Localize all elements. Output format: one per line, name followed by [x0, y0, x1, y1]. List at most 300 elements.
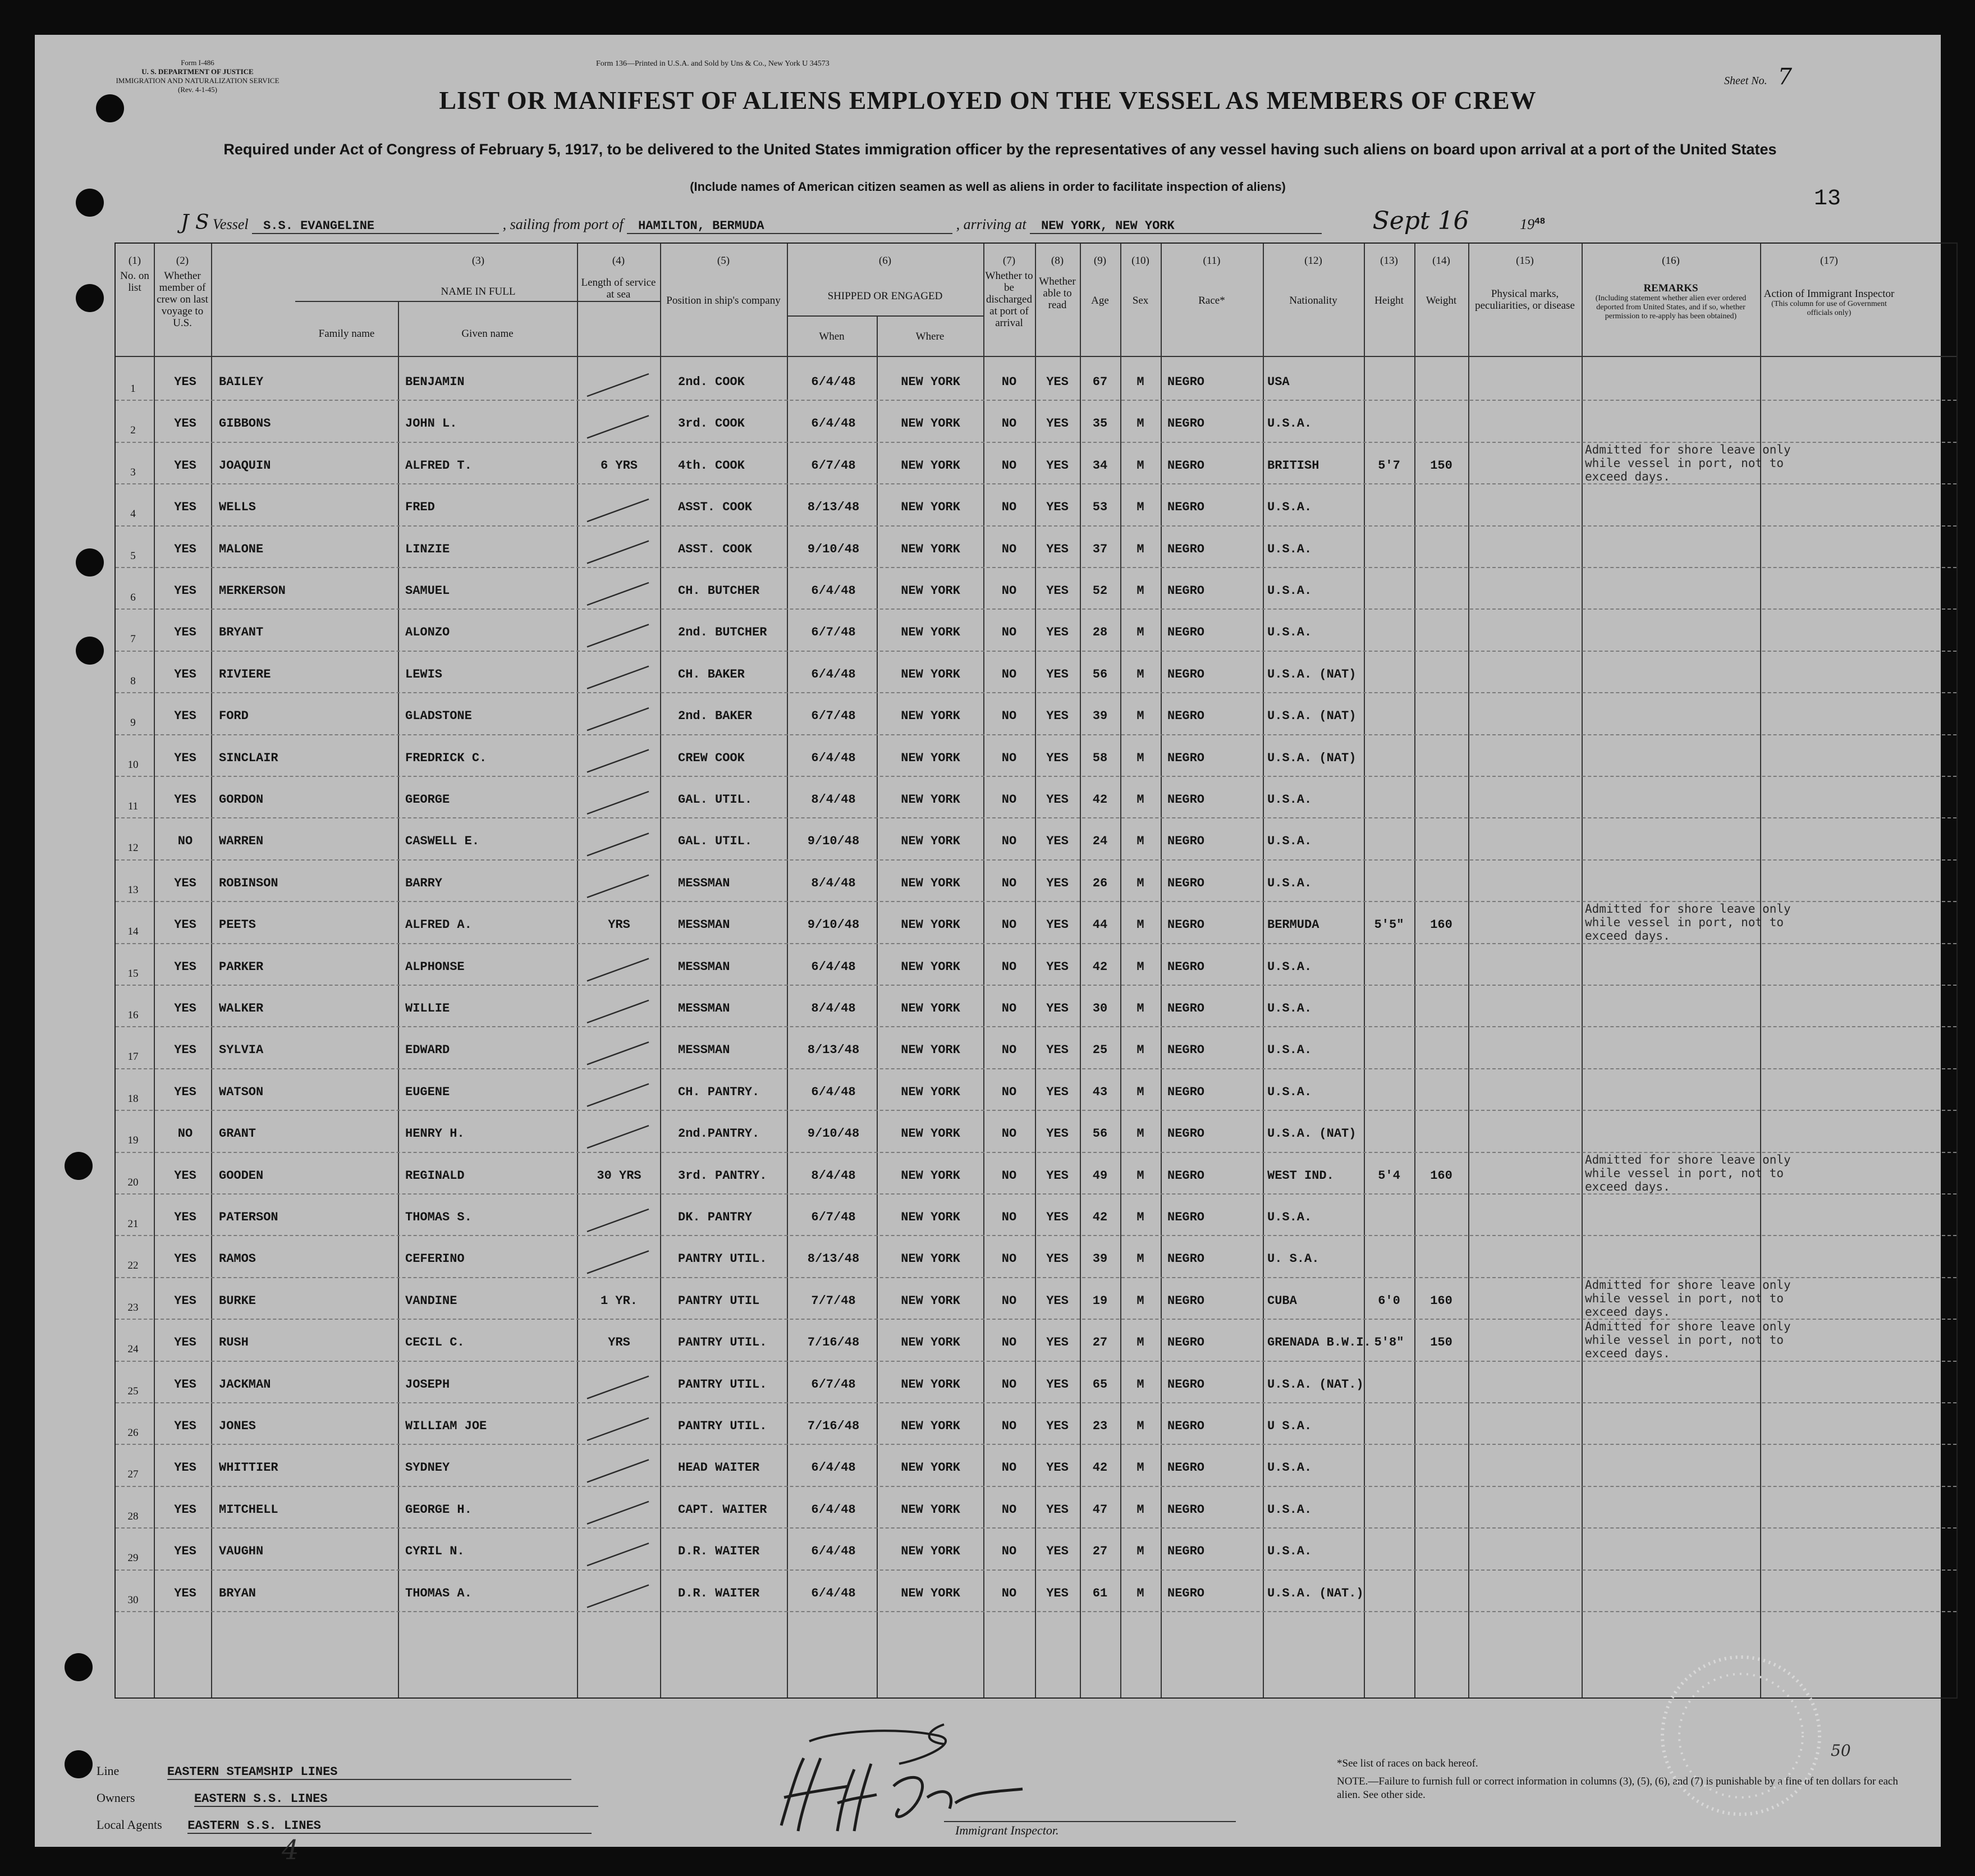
- cell-height: 5'5": [1374, 918, 1404, 932]
- cell-when: 9/10/48: [807, 918, 860, 932]
- cell-nationality: WEST IND.: [1267, 1168, 1334, 1183]
- cell-age: 44: [1092, 918, 1108, 932]
- cell-age: 37: [1092, 542, 1108, 556]
- vessel-name: S.S. EVANGELINE: [252, 219, 499, 234]
- cell-sex: M: [1137, 667, 1144, 681]
- cell-family: GRANT: [219, 1127, 256, 1141]
- printer-line: Form 136—Printed in U.S.A. and Sold by Uns & Co., New York U 34573: [596, 60, 830, 68]
- cell-when: 6/4/48: [811, 1502, 856, 1517]
- col4-header: (4) Length of service at sea: [581, 255, 656, 300]
- cell-family: BRYAN: [219, 1586, 256, 1600]
- cell-race: NEGRO: [1167, 1335, 1205, 1350]
- cell-discharged: NO: [1001, 1502, 1017, 1517]
- cell-nationality: U.S.A.: [1267, 1085, 1312, 1099]
- cell-service: 1 YR.: [600, 1293, 638, 1308]
- cell-sex: M: [1137, 375, 1144, 389]
- cell-weight: 160: [1430, 1168, 1452, 1183]
- cell-when: 6/4/48: [811, 375, 856, 389]
- cell-crew: YES: [174, 1293, 196, 1308]
- cell-read: YES: [1046, 1001, 1069, 1015]
- table-row: [116, 613, 1956, 655]
- cell-sex: M: [1137, 1419, 1144, 1433]
- table-row: [116, 1073, 1956, 1114]
- cell-race: NEGRO: [1167, 1168, 1205, 1183]
- cell-where: NEW YORK: [901, 417, 960, 431]
- cell-no: 1: [130, 383, 136, 395]
- table-row: [116, 1114, 1956, 1156]
- table-row: [116, 1490, 1956, 1532]
- col10-header: (10) Sex: [1131, 255, 1149, 306]
- remark-line: while vessel in port, not to: [1585, 916, 1784, 930]
- cell-service: YRS: [608, 918, 630, 932]
- cell-nationality: U.S.A. (NAT): [1267, 709, 1357, 724]
- cell-family: BURKE: [219, 1293, 256, 1308]
- cell-no: 12: [127, 842, 139, 854]
- cell-when: 6/4/48: [811, 1544, 856, 1559]
- cell-read: YES: [1046, 1377, 1069, 1392]
- cell-race: NEGRO: [1167, 751, 1205, 765]
- table-row: [116, 1574, 1956, 1616]
- cell-where: NEW YORK: [901, 876, 960, 890]
- cell-discharged: NO: [1001, 542, 1017, 556]
- cell-read: YES: [1046, 751, 1069, 765]
- cell-position: 2nd. BUTCHER: [678, 625, 767, 640]
- cell-race: NEGRO: [1167, 625, 1205, 640]
- arriving-port: NEW YORK, NEW YORK: [1030, 219, 1322, 234]
- cell-nationality: U.S.A.: [1267, 1502, 1312, 1517]
- cell-when: 8/13/48: [807, 500, 860, 515]
- cell-crew: YES: [174, 751, 196, 765]
- cell-race: NEGRO: [1167, 1210, 1205, 1224]
- cell-where: NEW YORK: [901, 793, 960, 807]
- cell-nationality: U.S.A.: [1267, 1544, 1312, 1559]
- cell-race: NEGRO: [1167, 918, 1205, 932]
- cell-family: MITCHELL: [219, 1502, 278, 1517]
- cell-no: 5: [130, 550, 136, 562]
- cell-given: LINZIE: [405, 542, 450, 556]
- table-row: [116, 697, 1956, 738]
- cell-nationality: U.S.A.: [1267, 584, 1312, 598]
- cell-sex: M: [1137, 1252, 1144, 1266]
- form-id-line: (Rev. 4-1-45): [178, 85, 217, 94]
- cell-position: PANTRY UTIL.: [678, 1419, 767, 1433]
- table-row: [116, 1532, 1956, 1573]
- cell-crew: YES: [174, 793, 196, 807]
- cell-where: NEW YORK: [901, 1419, 960, 1433]
- cell-read: YES: [1046, 500, 1069, 515]
- cell-read: YES: [1046, 1335, 1069, 1350]
- cell-given: LEWIS: [405, 667, 443, 681]
- cell-sex: M: [1137, 1168, 1144, 1183]
- cell-when: 6/7/48: [811, 625, 856, 640]
- cell-service: 30 YRS: [597, 1168, 641, 1183]
- cell-no: 10: [127, 758, 139, 771]
- cell-nationality: U. S.A.: [1267, 1252, 1319, 1266]
- cell-read: YES: [1046, 1127, 1069, 1141]
- pen-stroke: [587, 1209, 649, 1232]
- cell-crew: NO: [177, 834, 193, 849]
- pen-stroke: [587, 1459, 649, 1482]
- include-statement: (Include names of American citizen seamen as well as aliens in order to facilitate inspection of aliens): [690, 180, 1286, 194]
- cell-age: 25: [1092, 1043, 1108, 1058]
- cell-race: NEGRO: [1167, 1586, 1205, 1600]
- col14-header: (14) Weight: [1426, 255, 1457, 306]
- cell-nationality: U.S.A. (NAT): [1267, 667, 1357, 681]
- year-prefix: 19: [1520, 216, 1535, 232]
- cell-sex: M: [1137, 1127, 1144, 1141]
- cell-age: 58: [1092, 751, 1108, 765]
- cell-age: 42: [1092, 1461, 1108, 1475]
- table-row: [116, 780, 1956, 822]
- cell-when: 6/7/48: [811, 709, 856, 724]
- cell-when: 8/4/48: [811, 1168, 856, 1183]
- official-stamp: [1651, 1646, 1831, 1825]
- cell-discharged: NO: [1001, 1544, 1017, 1559]
- family-name-header: Family name: [318, 328, 375, 340]
- pen-stroke: [587, 959, 649, 981]
- cell-race: NEGRO: [1167, 793, 1205, 807]
- cell-position: DK. PANTRY: [678, 1210, 753, 1224]
- cell-age: 42: [1092, 959, 1108, 974]
- cell-no: 30: [127, 1594, 139, 1606]
- cell-position: MESSMAN: [678, 959, 730, 974]
- cell-sex: M: [1137, 542, 1144, 556]
- cell-where: NEW YORK: [901, 1085, 960, 1099]
- signature-line: [944, 1821, 1236, 1822]
- cell-discharged: NO: [1001, 876, 1017, 890]
- cell-no: 11: [127, 800, 139, 812]
- cell-when: 6/4/48: [811, 417, 856, 431]
- remark-line: while vessel in port, not to: [1585, 1166, 1784, 1180]
- cell-age: 42: [1092, 1210, 1108, 1224]
- cell-read: YES: [1046, 793, 1069, 807]
- cell-position: MESSMAN: [678, 1043, 730, 1058]
- cell-nationality: CUBA: [1267, 1293, 1297, 1308]
- cell-crew: YES: [174, 1586, 196, 1600]
- cell-family: MALONE: [219, 542, 264, 556]
- cell-when: 6/7/48: [811, 1210, 856, 1224]
- table-row: [116, 530, 1956, 571]
- cell-given: BENJAMIN: [405, 375, 465, 389]
- cell-no: 26: [127, 1427, 139, 1439]
- sailing-port: HAMILTON, BERMUDA: [627, 219, 952, 234]
- cell-age: 56: [1092, 667, 1108, 681]
- arriving-label: , arriving at: [956, 216, 1027, 232]
- cell-family: ROBINSON: [219, 876, 278, 890]
- cell-when: 8/4/48: [811, 793, 856, 807]
- remark-note: [1585, 443, 1791, 483]
- cell-race: NEGRO: [1167, 1293, 1205, 1308]
- cell-position: 3rd. PANTRY.: [678, 1168, 767, 1183]
- cell-race: NEGRO: [1167, 500, 1205, 515]
- cell-read: YES: [1046, 1043, 1069, 1058]
- cell-position: ASST. COOK: [678, 542, 753, 556]
- cell-where: NEW YORK: [901, 1461, 960, 1475]
- col12-header: (12) Nationality: [1289, 255, 1337, 306]
- pen-stroke: [587, 499, 649, 521]
- service-column-strokes: [577, 363, 689, 1710]
- cell-crew: YES: [174, 1043, 196, 1058]
- pen-stroke: [587, 875, 649, 898]
- pen-stroke: [587, 791, 649, 814]
- pen-stroke: [587, 1502, 649, 1524]
- cell-no: 17: [127, 1051, 139, 1063]
- cell-sex: M: [1137, 959, 1144, 974]
- cell-crew: YES: [174, 1001, 196, 1015]
- cell-given: CASWELL E.: [405, 834, 480, 849]
- crew-table: [114, 242, 1958, 1699]
- cell-no: 16: [127, 1009, 139, 1021]
- cell-discharged: NO: [1001, 1586, 1017, 1600]
- cell-sex: M: [1137, 625, 1144, 640]
- cell-crew: YES: [174, 500, 196, 515]
- cell-no: 3: [130, 466, 136, 478]
- cell-crew: YES: [174, 625, 196, 640]
- cell-family: RIVIERE: [219, 667, 271, 681]
- cell-family: WARREN: [219, 834, 264, 849]
- table-row: [116, 1198, 1956, 1239]
- cell-where: NEW YORK: [901, 1168, 960, 1183]
- cell-given: FRED: [405, 500, 435, 515]
- cell-given: FREDRICK C.: [405, 751, 487, 765]
- cell-discharged: NO: [1001, 709, 1017, 724]
- vessel-line: [181, 207, 1545, 235]
- table-row: [116, 571, 1956, 613]
- cell-read: YES: [1046, 1544, 1069, 1559]
- cell-given: HENRY H.: [405, 1127, 465, 1141]
- cell-age: 67: [1092, 375, 1108, 389]
- cell-discharged: NO: [1001, 1377, 1017, 1392]
- cell-race: NEGRO: [1167, 834, 1205, 849]
- cell-family: RAMOS: [219, 1252, 256, 1266]
- cell-read: YES: [1046, 1586, 1069, 1600]
- cell-where: NEW YORK: [901, 709, 960, 724]
- cell-crew: YES: [174, 1085, 196, 1099]
- cell-race: NEGRO: [1167, 1419, 1205, 1433]
- cell-discharged: NO: [1001, 458, 1017, 473]
- cell-weight: 160: [1430, 918, 1452, 932]
- cell-given: SYDNEY: [405, 1461, 450, 1475]
- cell-age: 26: [1092, 876, 1108, 890]
- corner-number: 13: [1814, 186, 1841, 212]
- cell-where: NEW YORK: [901, 1377, 960, 1392]
- cell-where: NEW YORK: [901, 1210, 960, 1224]
- remark-line: while vessel in port, not to: [1585, 1333, 1784, 1347]
- cell-where: NEW YORK: [901, 1001, 960, 1015]
- cell-no: 22: [127, 1260, 139, 1272]
- penalty-note: NOTE.—Failure to furnish full or correct information in columns (3), (5), (6), and (7) is punishable by a fine of ten dollars for each alien. See other side.: [1337, 1776, 1898, 1801]
- cell-where: NEW YORK: [901, 918, 960, 932]
- cell-no: 23: [127, 1301, 139, 1314]
- cell-when: 6/4/48: [811, 667, 856, 681]
- table-row: [116, 822, 1956, 863]
- cell-given: THOMAS A.: [405, 1586, 472, 1600]
- cell-read: YES: [1046, 918, 1069, 932]
- remark-line: Admitted for shore leave only: [1585, 902, 1791, 916]
- cell-position: 3rd. COOK: [678, 417, 745, 431]
- cell-where: NEW YORK: [901, 1043, 960, 1058]
- cell-where: NEW YORK: [901, 1544, 960, 1559]
- cell-position: D.R. WAITER: [678, 1586, 760, 1600]
- cell-crew: YES: [174, 1252, 196, 1266]
- cell-discharged: NO: [1001, 417, 1017, 431]
- footer-line-field: [97, 1764, 571, 1780]
- cell-read: YES: [1046, 584, 1069, 598]
- cell-crew: YES: [174, 584, 196, 598]
- cell-no: 25: [127, 1385, 139, 1397]
- pen-stroke: [587, 1585, 649, 1608]
- cell-discharged: NO: [1001, 1085, 1017, 1099]
- remark-line: Admitted for shore leave only: [1585, 1152, 1791, 1166]
- table-row: [116, 363, 1956, 404]
- remark-line: exceed days.: [1585, 1347, 1670, 1361]
- line-label: Line: [97, 1764, 120, 1778]
- cell-age: 39: [1092, 709, 1108, 724]
- cell-age: 53: [1092, 500, 1108, 515]
- header-separator: [116, 356, 1956, 357]
- table-row: [116, 989, 1956, 1031]
- cell-race: NEGRO: [1167, 1544, 1205, 1559]
- cell-crew: YES: [174, 876, 196, 890]
- col1-header: (1) No. on list: [120, 255, 149, 294]
- cell-family: RUSH: [219, 1335, 249, 1350]
- cell-given: ALFRED T.: [405, 458, 472, 473]
- pen-stroke: [587, 1125, 649, 1148]
- cell-discharged: NO: [1001, 1461, 1017, 1475]
- cell-crew: YES: [174, 1168, 196, 1183]
- cell-no: 9: [130, 717, 136, 729]
- cell-crew: YES: [174, 1335, 196, 1350]
- remark-line: exceed days.: [1585, 929, 1670, 943]
- pen-stroke: [587, 750, 649, 772]
- cell-position: 2nd. BAKER: [678, 709, 753, 724]
- cell-when: 6/4/48: [811, 584, 856, 598]
- cell-given: ALONZO: [405, 625, 450, 640]
- cell-given: GEORGE H.: [405, 1502, 472, 1517]
- cell-crew: YES: [174, 1377, 196, 1392]
- cell-age: 19: [1092, 1293, 1108, 1308]
- cell-no: 4: [130, 508, 136, 520]
- cell-position: CH. BUTCHER: [678, 584, 760, 598]
- table-row: [116, 1239, 1956, 1281]
- cell-where: NEW YORK: [901, 1502, 960, 1517]
- cell-sex: M: [1137, 876, 1144, 890]
- cell-where: NEW YORK: [901, 625, 960, 640]
- cell-position: 2nd.PANTRY.: [678, 1127, 760, 1141]
- cell-discharged: NO: [1001, 1293, 1017, 1308]
- table-row: [116, 404, 1956, 446]
- cell-discharged: NO: [1001, 625, 1017, 640]
- punch-hole: [96, 94, 124, 122]
- cell-given: ALFRED A.: [405, 918, 472, 932]
- cell-race: NEGRO: [1167, 1461, 1205, 1475]
- handwritten-prefix: J S: [181, 211, 209, 234]
- cell-read: YES: [1046, 959, 1069, 974]
- races-note: *See list of races on back hereof.: [1337, 1758, 1478, 1769]
- where-header: Where: [915, 331, 945, 342]
- cell-age: 24: [1092, 834, 1108, 849]
- table-row: [116, 1448, 1956, 1490]
- cell-sex: M: [1137, 1586, 1144, 1600]
- cell-discharged: NO: [1001, 1210, 1017, 1224]
- given-name-header: Given name: [461, 328, 514, 340]
- cell-where: NEW YORK: [901, 542, 960, 556]
- col16-header: (16) REMARKS (Including statement whether alien ever ordered deported from United States, and if so, whether permission to re-apply has been obtained): [1595, 255, 1747, 321]
- cell-given: JOSEPH: [405, 1377, 450, 1392]
- punch-hole: [76, 637, 104, 665]
- cell-sex: M: [1137, 458, 1144, 473]
- manifest-sheet: [35, 35, 1941, 1866]
- cell-position: 4th. COOK: [678, 458, 745, 473]
- cell-position: PANTRY UTIL: [678, 1293, 760, 1308]
- cell-position: PANTRY UTIL.: [678, 1252, 767, 1266]
- cell-given: GEORGE: [405, 793, 450, 807]
- cell-given: CECIL C.: [405, 1335, 465, 1350]
- cell-crew: YES: [174, 1461, 196, 1475]
- cell-discharged: NO: [1001, 1252, 1017, 1266]
- remark-note: [1585, 1153, 1791, 1193]
- name-subheader-line: [295, 301, 661, 302]
- cell-age: 61: [1092, 1586, 1108, 1600]
- cell-where: NEW YORK: [901, 1586, 960, 1600]
- pen-stroke: [587, 624, 649, 647]
- cell-discharged: NO: [1001, 1001, 1017, 1015]
- cell-sex: M: [1137, 1502, 1144, 1517]
- cell-position: CAPT. WAITER: [678, 1502, 767, 1517]
- cell-race: NEGRO: [1167, 1127, 1205, 1141]
- handwritten-mark: 4: [282, 1834, 299, 1866]
- cell-where: NEW YORK: [901, 1252, 960, 1266]
- cell-no: 14: [127, 926, 139, 938]
- punch-hole: [76, 189, 104, 217]
- cell-nationality: U.S.A.: [1267, 834, 1312, 849]
- cell-family: PATERSON: [219, 1210, 278, 1224]
- remark-line: Admitted for shore leave only: [1585, 1320, 1791, 1334]
- punch-hole: [76, 284, 104, 312]
- cell-age: 27: [1092, 1544, 1108, 1559]
- cell-crew: YES: [174, 458, 196, 473]
- form-id-line: U. S. DEPARTMENT OF JUSTICE: [141, 67, 254, 76]
- table-row: [116, 1031, 1956, 1072]
- remark-line: exceed days.: [1585, 469, 1670, 483]
- cell-sex: M: [1137, 834, 1144, 849]
- cell-read: YES: [1046, 1502, 1069, 1517]
- cell-race: NEGRO: [1167, 1085, 1205, 1099]
- cell-no: 8: [130, 675, 136, 687]
- cell-age: 56: [1092, 1127, 1108, 1141]
- cell-position: ASST. COOK: [678, 500, 753, 515]
- cell-age: 42: [1092, 793, 1108, 807]
- cell-family: WELLS: [219, 500, 256, 515]
- cell-position: CH. PANTRY.: [678, 1085, 760, 1099]
- cell-position: GAL. UTIL.: [678, 834, 753, 849]
- cell-when: 8/4/48: [811, 876, 856, 890]
- cell-read: YES: [1046, 834, 1069, 849]
- cell-nationality: U S.A.: [1267, 1419, 1312, 1433]
- cell-crew: NO: [177, 1127, 193, 1141]
- vessel-label: Vessel: [213, 216, 249, 232]
- cell-nationality: U.S.A.: [1267, 959, 1312, 974]
- cell-age: 52: [1092, 584, 1108, 598]
- cell-family: WATSON: [219, 1085, 264, 1099]
- table-row: [116, 488, 1956, 529]
- cell-sex: M: [1137, 751, 1144, 765]
- cell-position: MESSMAN: [678, 876, 730, 890]
- cell-weight: 150: [1430, 1335, 1452, 1350]
- cell-family: PARKER: [219, 959, 264, 974]
- cell-read: YES: [1046, 709, 1069, 724]
- cell-sex: M: [1137, 1085, 1144, 1099]
